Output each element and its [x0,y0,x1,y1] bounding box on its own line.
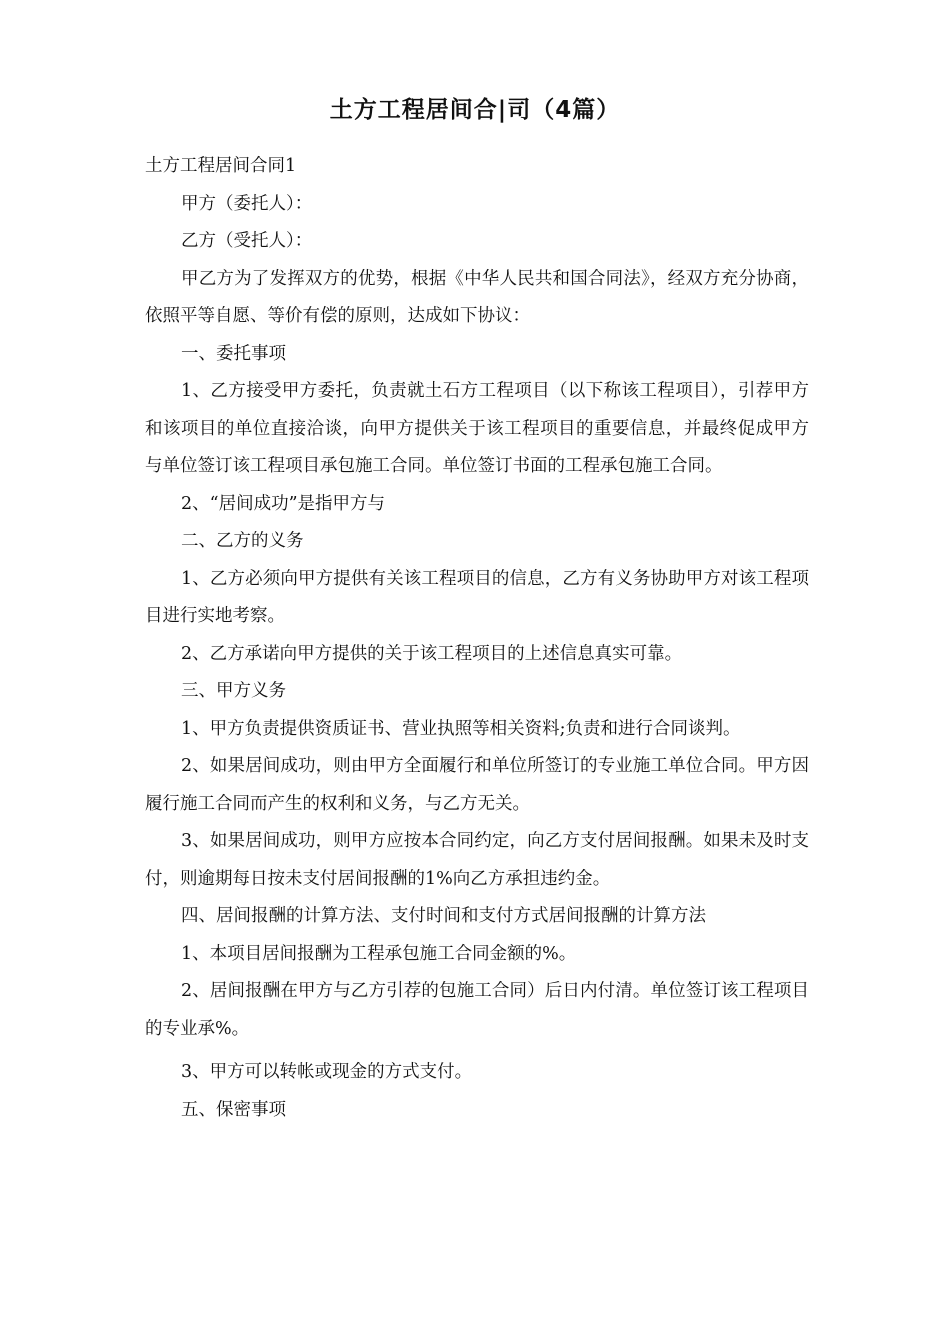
clause-3-1: 1、甲方负责提供资质证书、营业执照等相关资料;负责和进行合同谈判。 [181,718,741,739]
clause-3-2: 2、如果居间成功，则由甲方全面履行和单位所签订的专业施工单位合同。甲方因履行施工合同而产生的权利和义务，与乙方无关。 [145,756,809,814]
contract-heading: 土方工程居间合同1 [145,156,297,176]
party-b-line: 乙方（受托人）： [181,231,313,251]
party-a-line: 甲方（委托人）： [181,193,313,214]
clause-4-2: 2、居间报酬在甲方与乙方引荐的包施工合同）后日内付清。单位签订该工程项目的专业承%。 [145,981,809,1039]
clause-2-2: 2、乙方承诺向甲方提供的关于该工程项目的上述信息真实可靠。 [181,643,683,664]
section-heading-3: 三、甲方义务 [181,681,286,701]
clause-4-3: 3、甲方可以转帐或现金的方式支付。 [181,1062,473,1082]
clause-1-1: 1、乙方接受甲方委托，负责就土石方工程项目（以下称该工程项目），引荐甲方和该项目的单位直接洽谈，向甲方提供关于该工程项目的重要信息，并最终促成甲方与单位签订该工程项目承包施工合同。单位签订书面的工程承包施工合同。 [145,381,809,476]
clause-3-3: 3、如果居间成功，则甲方应按本合同约定，向乙方支付居间报酬。如果未及时支付，则逾期每日按未支付居间报酬的1%向乙方承担违约金。 [145,831,809,889]
section-heading-2: 二、乙方的义务 [181,531,304,551]
clause-4-1: 1、本项目居间报酬为工程承包施工合同金额的%。 [181,943,577,964]
document-title: 土方工程居间合|司（4篇） [329,97,621,123]
section-heading-1: 一、委托事项 [181,343,286,364]
preamble-paragraph: 甲乙方为了发挥双方的优势，根据《中华人民共和国合同法》，经双方充分协商，依照平等自愿、等价有偿的原则，达成如下协议： [145,268,809,326]
document-body [145,148,809,1129]
section-heading-5: 五、保密事项 [181,1099,286,1120]
clause-2-1: 1、乙方必须向甲方提供有关该工程项目的信息，乙方有义务协助甲方对该工程项目进行实地考察。 [145,568,809,626]
clause-1-2: 2、“居间成功”是指甲方与 [181,493,386,514]
section-heading-4: 四、居间报酬的计算方法、支付时间和支付方式居间报酬的计算方法 [181,906,706,926]
